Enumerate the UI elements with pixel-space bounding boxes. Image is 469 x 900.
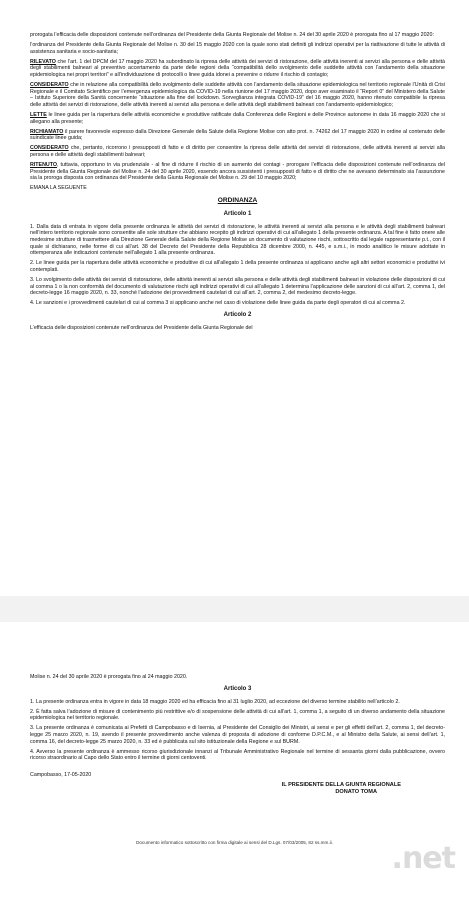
text-ritenuto: , tuttavia, opportuno in via prudenziale - al fine di ridurre il rischio di un aumento dei contagi - prorogare l’efficacia delle disposizioni contenute nell’ordinanza del Presidente della Giunta Regionale del Molise n. 24 del 30 aprile 2020, essendo ancora sussistenti i presupposti di fatto e di diritto che ne avevano determinato sia l’assunzione sia la proroga disposta con ordinanza del Presidente della Giunta Regionale del Molise n. 29 del 10 maggio 2020; <box>30 162 445 182</box>
article-3-comma-2: 2. È fatta salva l’adozione di misure di contenimento più restrittive e/o di sospensione delle attività di cui all’art. 1, comma 1, a seguito di un diverso andamento della situazione epidemiologica nel territorio regionale. <box>30 708 445 722</box>
site-watermark: .net <box>391 841 455 876</box>
article-1-heading: Articolo 1 <box>223 210 252 217</box>
keyword-rilevato: RILEVATO <box>30 58 56 65</box>
article-3-heading: Articolo 3 <box>223 685 252 692</box>
article-3-comma-4: 4. Avverso la presente ordinanza è ammesso ricorso giurisdizionale innanzi al Tribunale Amministrativo Regionale nel termine di sessanta giorni dalla pubblicazione, ovvero ricorso straordinario al Capo dello Stato entro il termine di giorni centoventi. <box>30 748 445 762</box>
place-and-date: Campobasso, 17-05-2020 <box>30 771 92 778</box>
article-1-comma-1: 1. Dalla data di entrata in vigore della presente ordinanza le attività dei servizi di ristorazione, le attività inerenti ai servizi alla persona e le attività degli stabilimenti balneari nell’intero territorio regionale sono consentite alle sole strutture che abbiano recepito gli indirizzi operativi di cui all’allegato 1 della presente ordinanza. A tal fine è fatto onere alle medesime strutture di trasmettere alla Direzione Generale della Salute della Regione Molise un documento di valutazione rischi, sottoscritto dal legale rappresentante p.t., con il quale si dichiarano, nelle forme di cui all’art. 38 del Decreto del Presidente della Repubblica 28 dicembre 2000, n. 445, e s.m.i., in modo analitico le misure adottate in ottemperanza alle indicazioni contenute nell’allegato 1 alla presente ordinanza. <box>30 223 445 257</box>
intro-paragraph: prorogata l’efficacia delle disposizioni contenute nell’ordinanza del Presidente della Giunta Regionale del Molise n. 24 del 30 aprile 2020 è prorogata fino al 17 maggio 2020: <box>30 32 434 38</box>
text-lette: le linee guida per la riapertura delle attività economiche e produttive ratificate dalla Conferenza delle Regioni e delle Province autonome in data 16 maggio 2020 che si allegano alla presente; <box>30 111 445 125</box>
article-1-comma-2: 2. Le linee guida per la riapertura delle attività economiche e produttive di cui all’allegato 1 della presente ordinanza si applicano anche agli altri settori economici e produttivi ivi contemplati. <box>30 260 445 273</box>
keyword-ritenuto: RITENUTO <box>30 162 57 168</box>
document-page-2 <box>0 622 469 900</box>
keyword-lette: LETTE <box>30 111 47 118</box>
keyword-considerato-1: CONSIDERATO <box>30 82 69 89</box>
paragraph-ritenuto <box>30 162 445 182</box>
text-rilevato: che l’art. 1 del DPCM del 17 maggio 2020 ha subordinato la ripresa delle attività dei servizi di ristorazione, delle attività inerenti ai servizi alla persona e delle attività degli stabilimenti balneari al preventivo accertamento da parte delle regioni della “compatibilità dello svolgimento delle suddette attività con l’andamento della situazione epidemiologica nei propri territori” e all’individuazione di protocolli o linee guida idonei a prevenire o ridurre il rischio di contagio; <box>30 58 445 78</box>
article-1-comma-4: 4. Le sanzioni e i provvedimenti cautelari di cui al comma 3 si applicano anche nel caso di violazione delle linee guida da parte degli operatori di cui al comma 2. <box>30 300 406 307</box>
emana-line: EMANA LA SEGUENTE <box>30 185 87 192</box>
article-3-comma-1: 1. La presente ordinanza entra in vigore in data 18 maggio 2020 ed ha efficacia fino al 31 luglio 2020, ad eccezione del diverso termine stabilito nell’articolo 2. <box>30 698 400 705</box>
text-considerato-2: che, pertanto, ricorrono i presupposti di fatto e di diritto per consentire la ripresa delle attività dei servizi di ristorazione, delle attività inerenti ai servizi alla persona e delle attività degli stabilimenti balneari; <box>30 145 445 158</box>
article-2-heading: Articolo 2 <box>223 311 252 318</box>
page-2-content <box>30 674 445 796</box>
digital-signature-note: Documento informatico sottoscritto con firma digitale ai sensi del D.Lgs. 07/03/2005, 82 ss.mm.ii. <box>136 840 333 845</box>
article-3-comma-3: 3. La presente ordinanza è comunicata ai Prefetti di Campobasso e di Isernia, al Presidente del Consiglio dei Ministri, ai sensi e per gli effetti dell’art. 2, comma 1, del decreto-legge 25 marzo 2020, n. 19, avendo il presente provvedimento anche valenza di proposta di adozione di conforme D.P.C.M., e al Ministro della Salute, ai sensi dell’art. 1, comma 16, del decreto-legge 25 marzo 2020, n. 33 ed è pubblicata sul sito istituzionale della Regione e sul BURM. <box>30 725 445 745</box>
paragraph-considerato-1 <box>30 82 445 108</box>
paragraph-ordinanza-30: l’ordinanza del Presidente della Giunta Regionale del Molise n. 30 del 15 maggio 2020 con la quale sono stati definiti gli indirizzi operativi per la riattivazione di tutte le attività di assistenza sanitaria e socio-sanitaria; <box>30 42 445 55</box>
signature-name: DONATO TOMA <box>335 788 377 795</box>
article-2-text: L’efficacia delle disposizioni contenute nell’ordinanza del Presidente della Giunta Regionale del <box>30 324 253 331</box>
paragraph-considerato-2 <box>30 145 445 158</box>
signature-title: IL PRESIDENTE DELLA GIUNTA REGIONALE <box>281 781 401 788</box>
text-considerato-1: che in relazione alla compatibilità dello svolgimento delle suddette attività con l’andamento della situazione epidemiologica nel territorio regionale l’Unità di Crisi Regionale e il Comitato Scientifico per l’emergenza epidemiologica da COVID-19 nella riunione del 17 maggio 2020, dopo aver esaminato il “Report 0” del Ministero della Salute – Istituto Superiore della Sanità concernente “situazione alla fine del lockdown. Sorveglianza integrata COVID-19” del 16 maggio 2020, hanno ritenuto compatibile la ripresa delle attività dei servizi di ristorazione, delle attività inerenti ai servizi alla persona e delle attività degli stabilimenti balneari con l’andamento epidemiologico; <box>30 82 445 108</box>
paragraph-rilevato <box>30 59 445 79</box>
keyword-considerato-2: CONSIDERATO <box>30 145 69 152</box>
article-1-comma-3: 3. Lo svolgimento delle attività dei servizi di ristorazione, delle attività inerenti ai servizi alla persona e delle attività degli stabilimenti balneari in violazione delle disposizioni di cui al comma 1 o la non conformità del documento di valutazione rischi agli indirizzi operativi di cui all’allegato 1 determina l’applicazione delle sanzioni di cui all’art. 2, comma 1, del decreto-legge 16 maggio 2020, n. 33, nonché l’adozione dei provvedimenti cautelari di cui all’art. 2, comma 2, del medesimo decreto-legge. <box>30 277 445 297</box>
page-1-content <box>30 32 445 335</box>
paragraph-richiamato <box>30 129 445 142</box>
ordinanza-heading: ORDINANZA <box>217 196 258 204</box>
article-2-continuation: Molise n. 24 del 30 aprile 2020 è prorogata fino al 24 maggio 2020. <box>30 674 188 680</box>
keyword-richiamato: RICHIAMATO <box>30 128 64 135</box>
paragraph-lette <box>30 112 445 125</box>
text-richiamato: il parere favorevole espresso dalla Direzione Generale della Salute della Regione Molise con atto prot. n. 74262 del 17 maggio 2020 in ordine al contenuto delle suindicate linee guida; <box>30 128 445 142</box>
